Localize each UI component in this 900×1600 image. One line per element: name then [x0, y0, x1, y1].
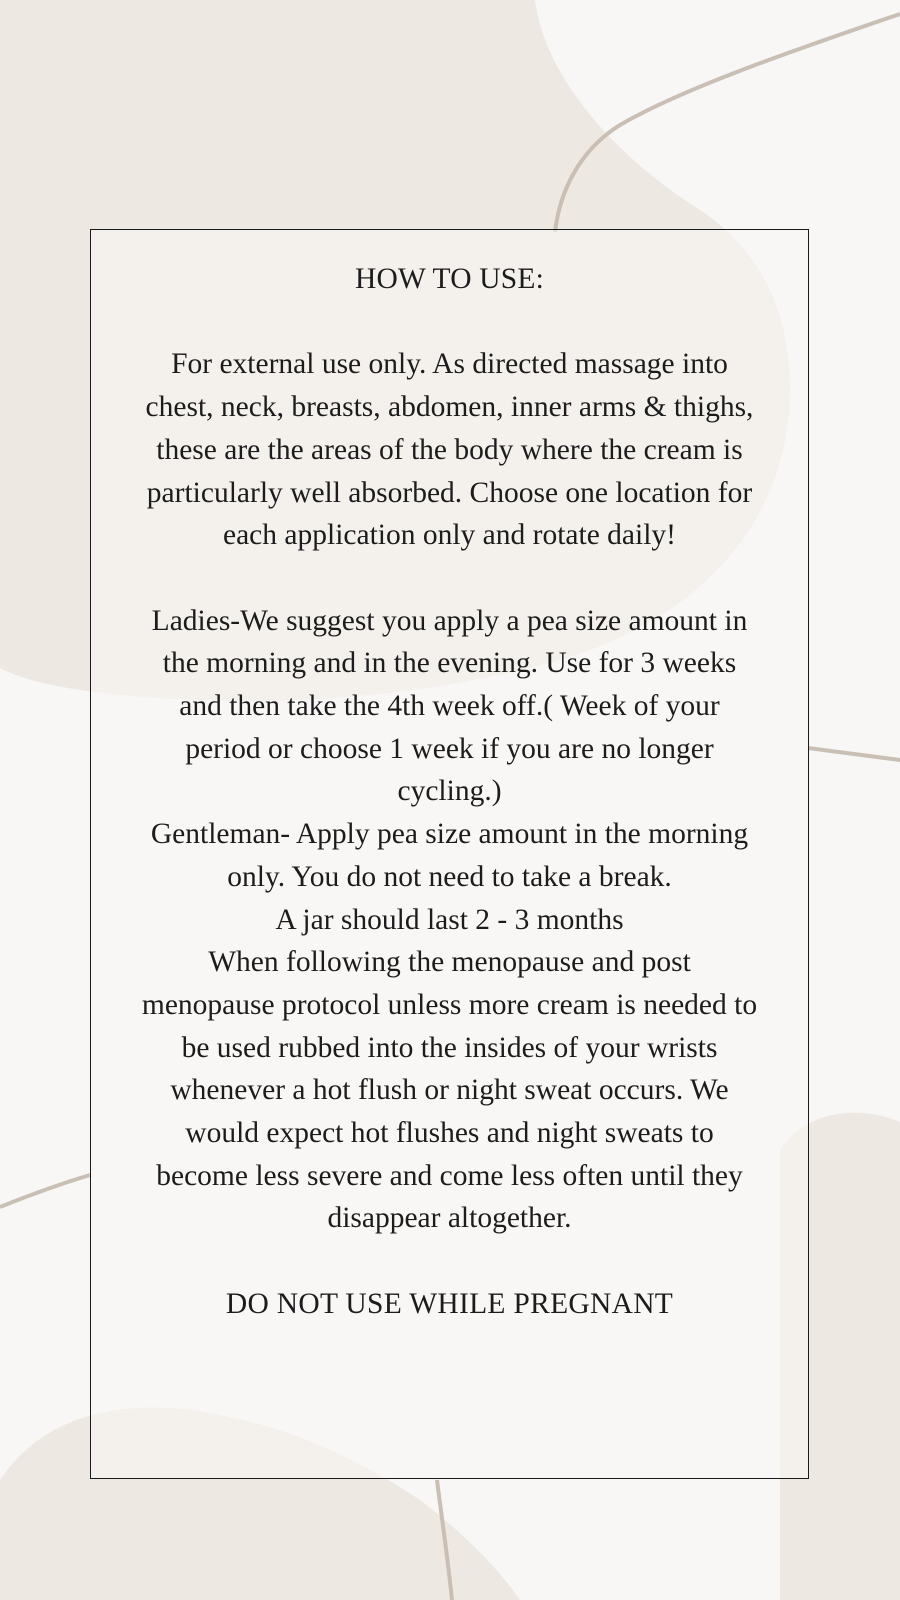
gentleman-paragraph: Gentleman- Apply pea size amount in the morning only. You do not need to take a break.: [150, 818, 749, 893]
spacer: [91, 1240, 808, 1283]
jar-duration-text: A jar should last 2 - 3 months: [275, 903, 624, 936]
spacer: [91, 557, 808, 600]
ladies-paragraph: Ladies-We suggest you apply a pea size amount in the morning and in the evening. Use for 3 weeks and then take the 4th week off.( Week of your period or choose 1 week if you are no longer cycling.): [151, 604, 748, 808]
page-title: HOW TO USE:: [354, 263, 545, 295]
directions-paragraph: For external use only. As directed massage into chest, neck, breasts, abdomen, inner arms & thighs, these are the areas of the body where the cream is particularly well absorbed. Choose one location for each application only and rotate daily!: [145, 348, 754, 552]
background-line-right: [808, 748, 900, 760]
instructions-card: [90, 229, 809, 1479]
menopause-paragraph: When following the menopause and post menopause protocol unless more cream is needed to be used rubbed into the insides of your wrists whenever a hot flush or night sweat occurs. We would expect hot flushes and night sweats to become less severe and come less often until they disappear altogether.: [141, 946, 758, 1235]
spacer: [91, 301, 808, 344]
background-line-left: [0, 1175, 90, 1207]
pregnancy-warning: DO NOT USE WHILE PREGNANT: [225, 1287, 674, 1320]
